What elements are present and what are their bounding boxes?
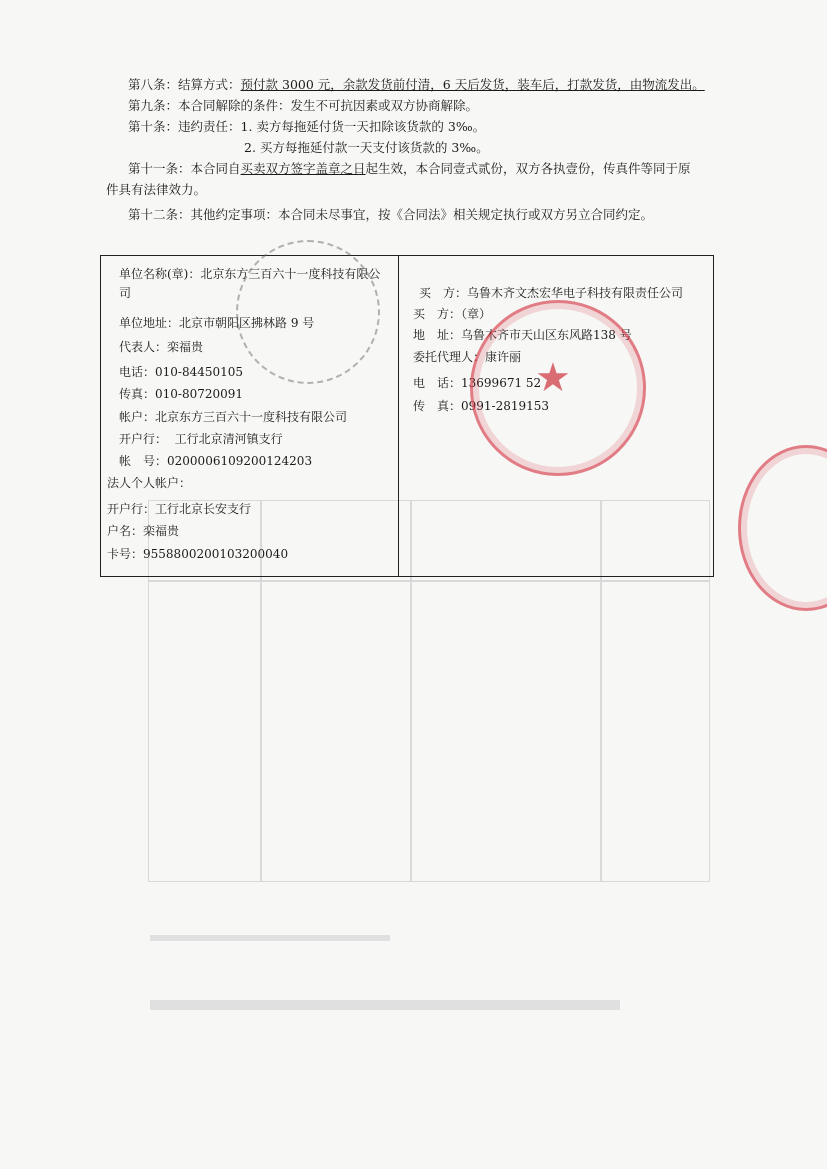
seller-address-value: 北京市朝阳区拂林路 9 号 [179, 316, 315, 330]
clause-11-effective: 买卖双方签字盖章之日 [240, 161, 366, 176]
clause-8-prefix: 结算方式： [178, 77, 241, 92]
clause-11 [128, 160, 691, 177]
clause-11-pre: 本合同自 [190, 161, 241, 176]
buyer-agent-value: 康许丽 [485, 350, 522, 364]
personal-holder [107, 524, 179, 539]
clause-9-label: 第九条： [128, 98, 179, 113]
seller-account-value: 北京东方三百六十一度科技有限公司 [155, 410, 348, 424]
buyer-name-value: 乌鲁木齐文杰宏华电子科技有限责任公司 [467, 286, 684, 300]
buyer-agent-label: 委托代理人： [413, 350, 486, 364]
clause-8-label: 第八条： [128, 77, 179, 92]
clause-8 [128, 76, 705, 93]
seller-phone [119, 365, 243, 380]
clause-11-post: 起生效，本合同壹式贰份，双方各执壹份，传真件等同于原 [365, 161, 691, 176]
seller-rep-value: 栾福贵 [167, 340, 204, 354]
clause-12-label: 第十二条： [128, 207, 191, 222]
page-edge-seal-stamp [738, 445, 827, 611]
buyer-fax-value: 0991-2819153 [461, 399, 550, 413]
buyer-seal-label: 买 方：（章） [413, 307, 492, 321]
seller-bank-value: 工行北京清河镇支行 [174, 432, 283, 446]
personal-bank-label: 开户行： [107, 502, 156, 516]
clause-9 [128, 97, 478, 114]
personal-card-value: 9558800200103200040 [143, 547, 289, 561]
clause-12 [128, 206, 653, 223]
seller-rep [119, 340, 203, 355]
clause-9-text: 本合同解除的条件：发生不可抗因素或双方协商解除。 [178, 98, 479, 113]
clause-12-text: 其他约定事项：本合同未尽事宜，按《合同法》相关规定执行或双方另立合同约定。 [190, 207, 654, 222]
seller-unit-name-value: 北京东方三百六十一度科技有限公 [200, 267, 381, 281]
clause-11-label: 第十一条： [128, 161, 191, 176]
clause-10-label: 第十条： [128, 119, 179, 134]
buyer-phone-label: 电 话： [413, 376, 462, 390]
clause-10-item-2: 2. 买方每拖延付款一天支付该货款的 3‰。 [244, 140, 489, 155]
seller-phone-value: 010-84450105 [155, 365, 244, 379]
seller-unit-name-label: 单位名称(章)： [119, 267, 201, 281]
seal-star-icon: ★ [535, 355, 571, 401]
buyer-name [419, 286, 683, 301]
clause-10-text: 违约责任：1. 卖方每拖延付货一天扣除该货款的 3‰。 [178, 119, 486, 134]
clause-10 [128, 118, 485, 135]
personal-bank [107, 502, 251, 517]
personal-holder-value: 栾福贵 [143, 524, 180, 538]
seller-account-number [119, 454, 312, 469]
personal-holder-label: 户名： [107, 524, 144, 538]
personal-account-heading: 法人个人帐户： [107, 476, 192, 490]
buyer-name-label: 买 方： [419, 286, 468, 300]
buyer-address-value: 乌鲁木齐市天山区东风路138 号 [461, 328, 632, 342]
seller-account-number-label: 帐 号： [119, 454, 168, 468]
seller-seal-stamp [236, 240, 380, 384]
seller-rep-label: 代表人： [119, 340, 168, 354]
seller-phone-label: 电话： [119, 365, 156, 379]
seller-unit-name-cont: 司 [119, 286, 132, 300]
seller-bank-label: 开户行： [119, 432, 168, 446]
clause-11-line2: 件具有法律效力。 [106, 182, 207, 197]
personal-card [107, 547, 288, 562]
clause-8-terms: 预付款 3000 元，余款发货前付清，6 天后发货，装车后，打款发货，由物流发出。 [240, 77, 705, 92]
seller-account-label: 帐户： [119, 410, 156, 424]
seller-address-label: 单位地址： [119, 316, 180, 330]
buyer-phone-value: 13699671 52 [461, 376, 542, 390]
buyer-address-label: 地 址： [413, 328, 462, 342]
seller-fax-value: 010-80720091 [155, 387, 244, 401]
seller-fax [119, 387, 243, 402]
personal-bank-value: 工行北京长安支行 [155, 502, 252, 516]
seller-bank [119, 432, 283, 447]
seller-account [119, 410, 347, 425]
seller-account-number-value: 0200006109200124203 [167, 454, 313, 468]
personal-card-label: 卡号： [107, 547, 144, 561]
buyer-fax-label: 传 真： [413, 399, 462, 413]
seller-fax-label: 传真： [119, 387, 156, 401]
